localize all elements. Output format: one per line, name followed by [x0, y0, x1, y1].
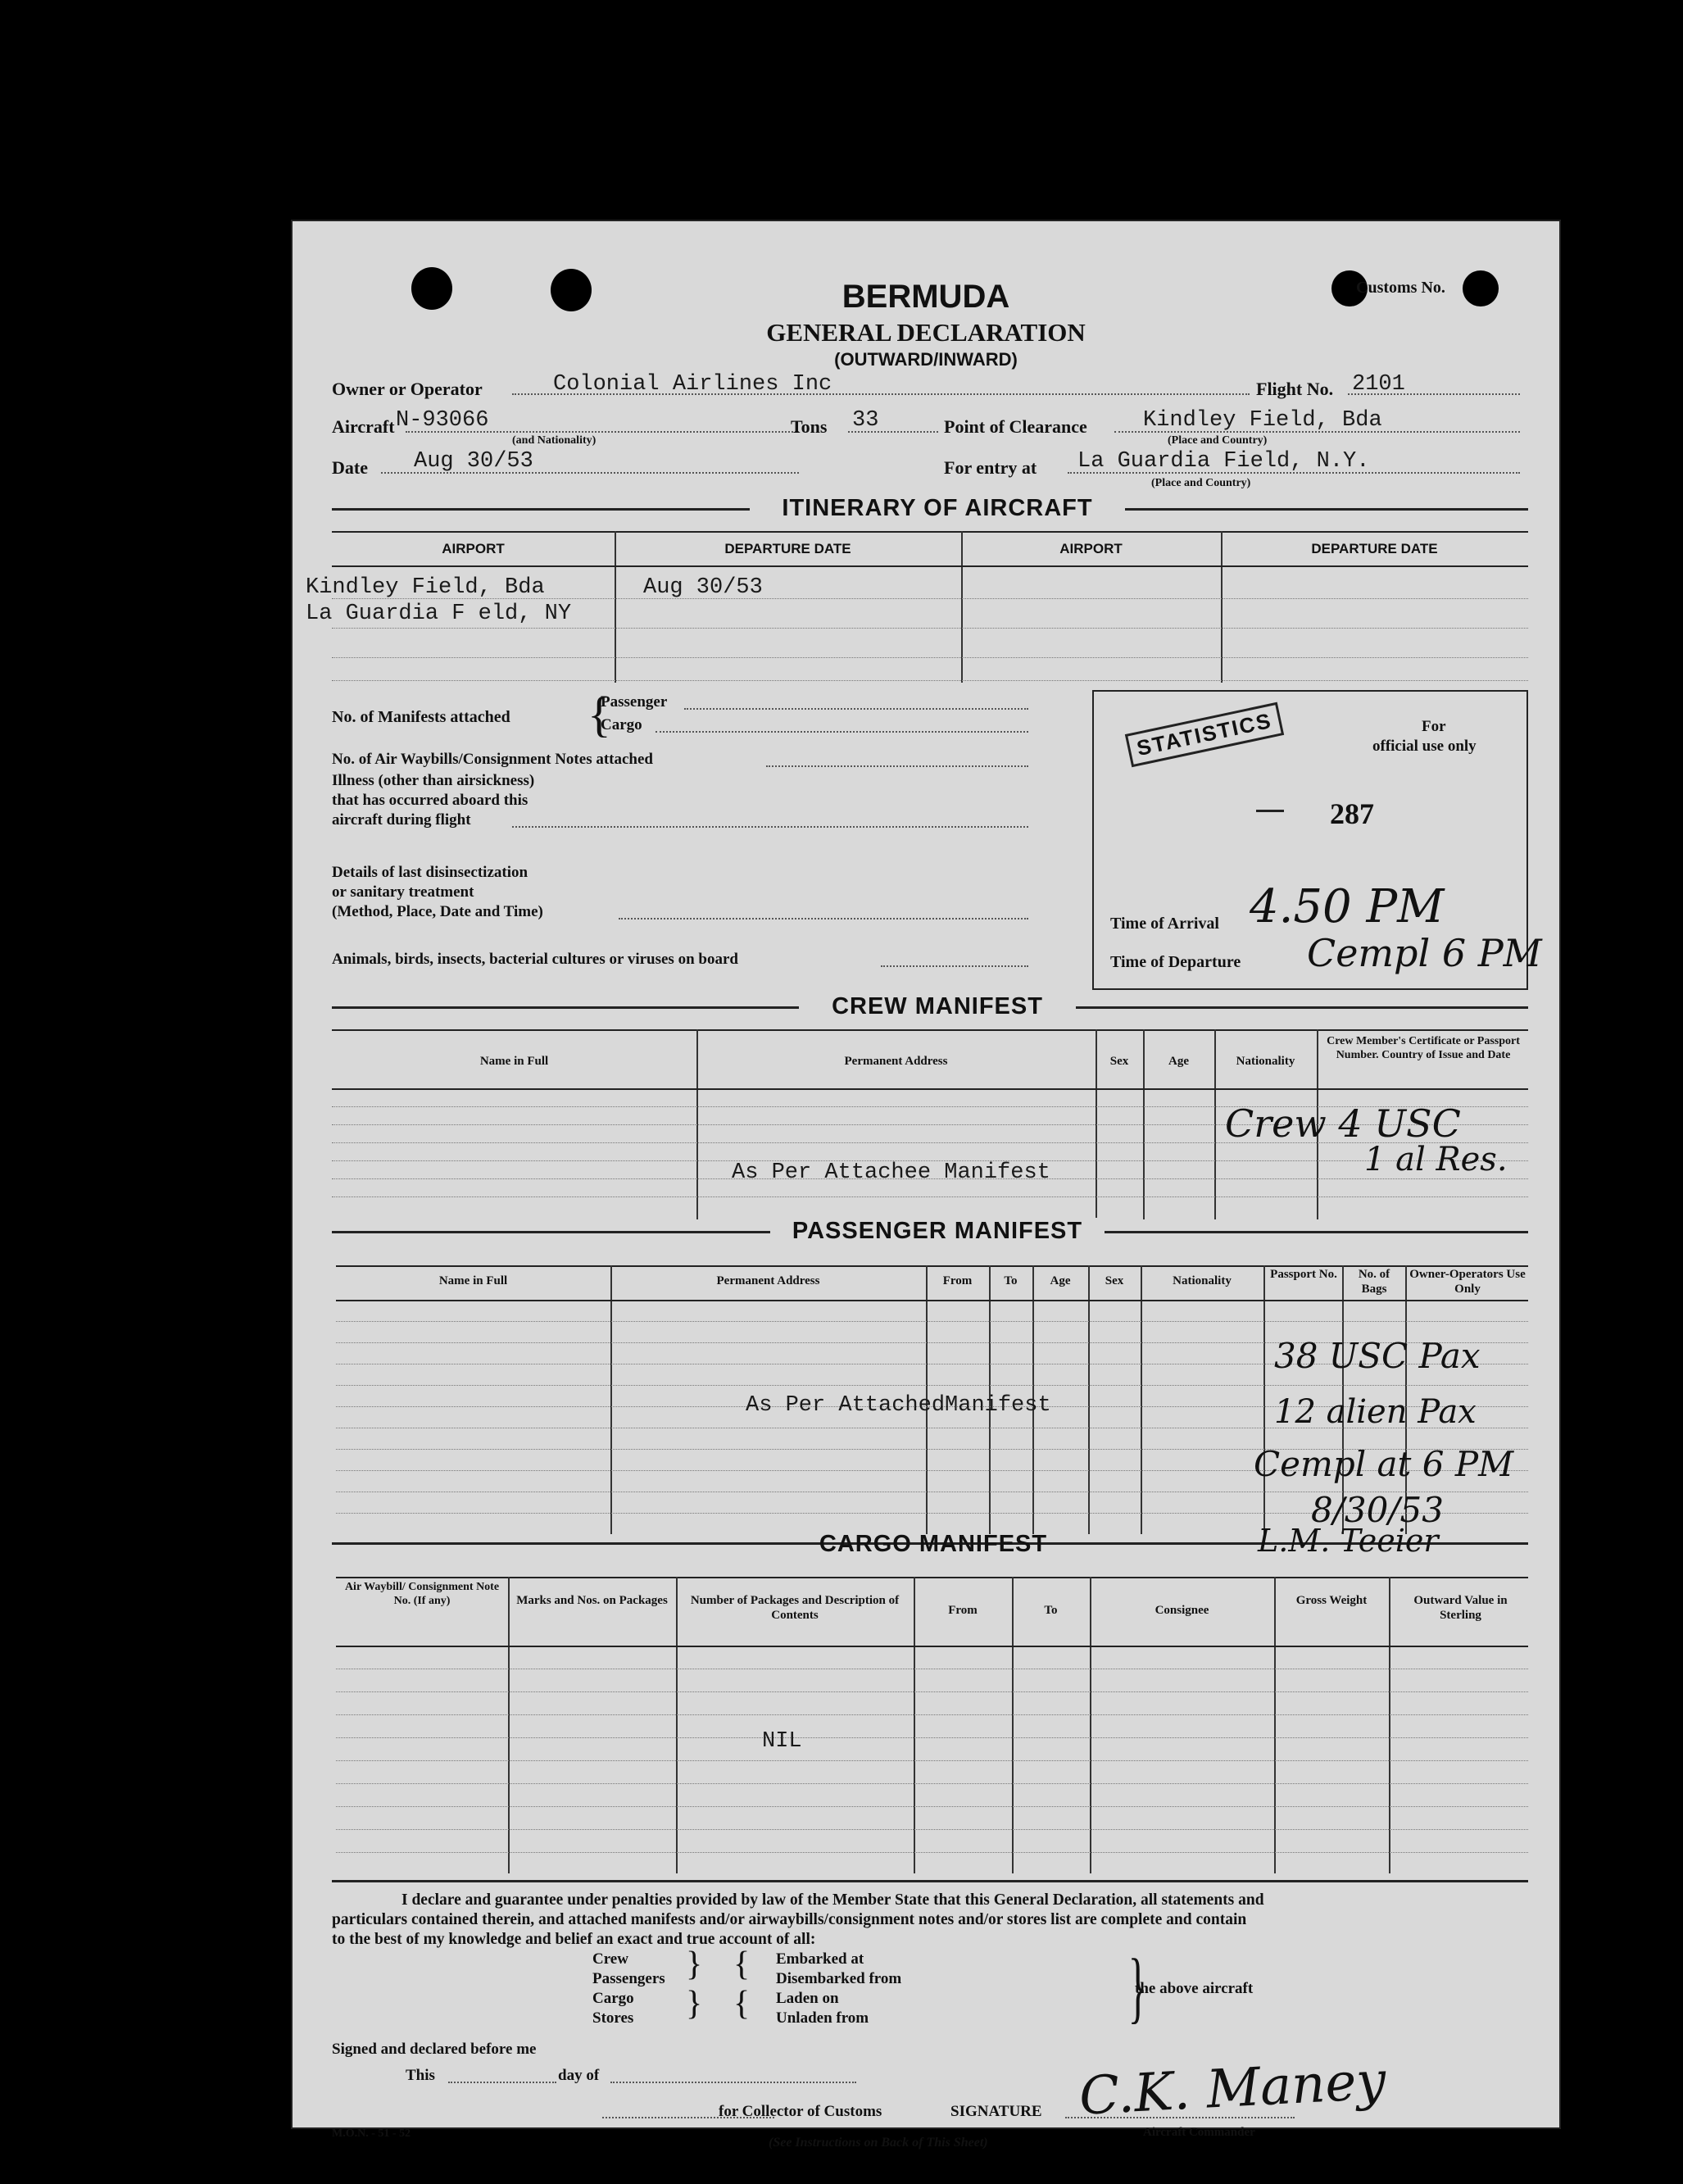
form-number: M.O.N. - 51 - 52: [332, 2127, 411, 2140]
official-dash: [1256, 810, 1284, 812]
itinerary-col-departure2: DEPARTURE DATE: [1311, 541, 1438, 556]
declaration-unladen: Unladen from: [776, 2009, 869, 2027]
declaration-day-of: day of: [558, 2067, 600, 2084]
cargo-col-gross: Gross Weight: [1295, 1594, 1368, 1607]
manifests-brace: {: [587, 688, 611, 742]
declaration-this: This: [406, 2067, 435, 2084]
passenger-row-line: [336, 1321, 1528, 1322]
animals-line: [881, 965, 1028, 967]
itinerary-row-line: [332, 657, 1528, 658]
passenger-col-divider: [1088, 1265, 1090, 1534]
departure-value: Cempl 6 PM: [1307, 931, 1542, 975]
clearance-value: Kindley Field, Bda: [1143, 408, 1382, 433]
cargo-row-line: [336, 1852, 1528, 1853]
itinerary-row-line: [332, 680, 1528, 681]
entry-label: For entry at: [944, 457, 1037, 478]
cargo-title: CARGO MANIFEST: [819, 1531, 1048, 1557]
crew-col-nationality: Nationality: [1236, 1055, 1295, 1068]
crew-title: CREW MANIFEST: [799, 993, 1076, 1020]
cargo-row-line: [336, 1737, 1528, 1738]
declaration-disembarked: Disembarked from: [776, 1970, 902, 1987]
declaration-cargo: Cargo: [592, 1990, 634, 2007]
declaration-day-line: [610, 2082, 856, 2083]
brace-left: {: [733, 1946, 751, 1983]
cargo-header-bottom: [336, 1646, 1528, 1647]
brace-right: }: [686, 1946, 703, 1983]
passenger-col-bags: No. of Bags: [1358, 1268, 1390, 1296]
itinerary-row2-airport: La Guardia F eld, NY: [306, 602, 572, 626]
tons-label: Tons: [791, 416, 828, 437]
itinerary-row-rule: [332, 565, 1528, 567]
passenger-col-from: From: [942, 1274, 973, 1287]
waybills-label: No. of Air Waybills/Consignment Notes attached: [332, 751, 653, 768]
declaration-line3: to the best of my knowledge and belief an exact and true account of all:: [332, 1931, 816, 1948]
owner-label: Owner or Operator: [332, 379, 483, 399]
date-value: Aug 30/53: [414, 449, 533, 474]
passenger-col-owner: Owner-Operators Use Only: [1409, 1268, 1526, 1296]
brace-left: {: [733, 1985, 751, 2023]
owner-value: Colonial Airlines Inc: [553, 372, 832, 397]
declaration-collector: for Collector of Customs: [719, 2103, 882, 2120]
itinerary-row-line: [332, 628, 1528, 629]
cargo-col-outward: Outward Value in Sterling: [1413, 1594, 1508, 1622]
cargo-col-from: From: [948, 1604, 978, 1617]
passenger-col-passport: Passport No.: [1270, 1268, 1337, 1281]
flight-label: Flight No.: [1256, 379, 1334, 399]
declaration-signed: Signed and declared before me: [332, 2041, 537, 2058]
declaration-crew: Crew: [592, 1950, 628, 1968]
passenger-hand-3: Cempl at 6 PM: [1254, 1444, 1514, 1484]
itinerary-col-departure: DEPARTURE DATE: [724, 541, 851, 556]
statistics-stamp: STATISTICS: [1125, 702, 1284, 768]
form-direction: (OUTWARD/INWARD): [834, 349, 1018, 370]
cargo-col-packages: Number of Packages and Description of Contents: [690, 1594, 900, 1622]
manifests-cargo-line: [656, 731, 1028, 733]
animals-label: Animals, birds, insects, bacterial cultures or viruses on board: [332, 951, 738, 968]
declaration-embarked: Embarked at: [776, 1950, 864, 1968]
cargo-header-top: [336, 1577, 1528, 1578]
crew-hand-1: Crew 4 USC: [1225, 1101, 1461, 1146]
crew-col-address: Permanent Address: [844, 1055, 948, 1068]
passenger-col-divider: [610, 1265, 612, 1534]
brace-right: }: [686, 1985, 703, 2023]
passenger-col-sex: Sex: [1105, 1274, 1124, 1287]
clearance-label: Point of Clearance: [944, 416, 1087, 437]
clearance-sub: (Place and Country): [1168, 434, 1268, 447]
crew-col-age: Age: [1168, 1055, 1189, 1068]
passenger-hand-2: 12 alien Pax: [1274, 1393, 1477, 1431]
cargo-col-consignee: Consignee: [1155, 1604, 1209, 1617]
disinsect-line: [619, 918, 1028, 919]
declaration-passengers: Passengers: [592, 1970, 665, 1987]
crew-col-cert: Crew Member's Certificate or Passport Number. Country of Issue and Date: [1327, 1035, 1520, 1061]
date-label: Date: [332, 457, 368, 478]
crew-hand-2: 1 al Res.: [1364, 1141, 1508, 1178]
cargo-col-waybill: Air Waybill/ Consignment Note No. (If any): [344, 1581, 500, 1607]
form-subtitle: GENERAL DECLARATION: [766, 318, 1086, 347]
itinerary-title: ITINERARY OF AIRCRAFT: [750, 495, 1125, 522]
crew-header-bottom: [332, 1088, 1528, 1090]
passenger-col-to: To: [1004, 1274, 1018, 1287]
passenger-typed: As Per AttachedManifest: [746, 1393, 1051, 1418]
crew-header-top: [332, 1029, 1528, 1031]
crew-col-sex: Sex: [1109, 1055, 1129, 1068]
cargo-col-to: To: [1044, 1604, 1058, 1617]
declaration-form: [291, 220, 1561, 2150]
signature-label: SIGNATURE: [950, 2103, 1042, 2120]
disinsect-3: (Method, Place, Date and Time): [332, 903, 543, 920]
disinsect-1: Details of last disinsectization: [332, 864, 528, 881]
declaration-this-line: [448, 2082, 556, 2083]
instructions-note: (See Instructions on Back of This Sheet): [769, 2136, 988, 2150]
cargo-row-line: [336, 1783, 1528, 1784]
tons-value: 33: [852, 408, 879, 433]
cargo-row-line: [336, 1691, 1528, 1692]
aircraft-sub: (and Nationality): [512, 434, 597, 447]
arrival-value: 4.50 PM: [1250, 880, 1445, 933]
passenger-col-name: Name in Full: [438, 1274, 508, 1287]
disinsect-2: or sanitary treatment: [332, 883, 474, 901]
entry-value: La Guardia Field, N.Y.: [1077, 449, 1370, 474]
waybills-line: [766, 765, 1028, 767]
departure-label: Time of Departure: [1110, 953, 1241, 971]
cargo-bottom-rule: [332, 1880, 1528, 1882]
itinerary-header-rule: [332, 531, 1528, 533]
cargo-row-line: [336, 1806, 1528, 1807]
arrival-label: Time of Arrival: [1110, 915, 1219, 933]
illness-1: Illness (other than airsickness): [332, 772, 535, 789]
declaration-line2: particulars contained therein, and attached manifests and/or airwaybills/consignment notes and/or stores list are complete and contain: [332, 1911, 1247, 1928]
passenger-row-line: [336, 1385, 1528, 1386]
passenger-col-age: Age: [1050, 1274, 1071, 1287]
customs-no-label: Customs No.: [1356, 279, 1445, 297]
official-use-only: official use only: [1372, 738, 1477, 755]
declaration-line1: I declare and guarantee under penalties provided by law of the Member State that this General Declaration, all statements and: [401, 1891, 1264, 1909]
brace-right-large: }: [1127, 1943, 1148, 2032]
official-number: 287: [1330, 797, 1374, 830]
flight-value: 2101: [1352, 372, 1405, 397]
passenger-title: PASSENGER MANIFEST: [770, 1218, 1105, 1245]
passenger-header-bottom: [336, 1300, 1528, 1301]
illness-3: aircraft during flight: [332, 811, 471, 829]
crew-row-line: [332, 1196, 1528, 1197]
passenger-hand-1: 38 USC Pax: [1274, 1336, 1481, 1376]
passenger-hand-4: 8/30/53: [1311, 1490, 1444, 1530]
cargo-row-line: [336, 1760, 1528, 1761]
manifests-label: No. of Manifests attached: [332, 708, 510, 726]
itinerary-row1-date: Aug 30/53: [643, 575, 763, 600]
entry-sub: (Place and Country): [1151, 477, 1251, 489]
illness-line: [512, 826, 1028, 828]
declaration-stores: Stores: [592, 2009, 634, 2027]
crew-typed: As Per Attachee Manifest: [732, 1160, 1050, 1185]
crew-col-name: Name in Full: [479, 1055, 549, 1068]
passenger-col-divider: [1263, 1265, 1265, 1534]
cargo-row-line: [336, 1829, 1528, 1830]
declaration-laden: Laden on: [776, 1990, 839, 2007]
official-for: For: [1422, 718, 1446, 735]
cargo-col-marks: Marks and Nos. on Packages: [516, 1594, 668, 1607]
cargo-row-line: [336, 1714, 1528, 1715]
aircraft-commander-label: Aircraft Commander: [1143, 2126, 1255, 2139]
itinerary-col-airport: AIRPORT: [442, 541, 505, 556]
manifests-passenger-line: [684, 708, 1028, 710]
form-title: BERMUDA: [842, 279, 1010, 315]
declaration-above: the above aircraft: [1135, 1980, 1254, 1997]
passenger-col-divider: [1141, 1265, 1142, 1534]
cargo-typed: NIL: [762, 1729, 802, 1754]
passenger-col-nationality: Nationality: [1173, 1274, 1232, 1287]
itinerary-col-airport2: AIRPORT: [1059, 541, 1123, 556]
passenger-hand-5: L.M. Teeier: [1258, 1523, 1439, 1559]
illness-2: that has occurred aboard this: [332, 792, 528, 809]
manifests-cargo: Cargo: [601, 716, 642, 733]
itinerary-row1-airport: Kindley Field, Bda: [306, 575, 545, 600]
passenger-col-address: Permanent Address: [716, 1274, 820, 1287]
manifests-passenger: Passenger: [601, 693, 668, 711]
commander-signature: C.K. Maney: [1077, 2050, 1388, 2127]
aircraft-value: N-93066: [396, 408, 489, 433]
aircraft-label: Aircraft: [332, 416, 395, 437]
